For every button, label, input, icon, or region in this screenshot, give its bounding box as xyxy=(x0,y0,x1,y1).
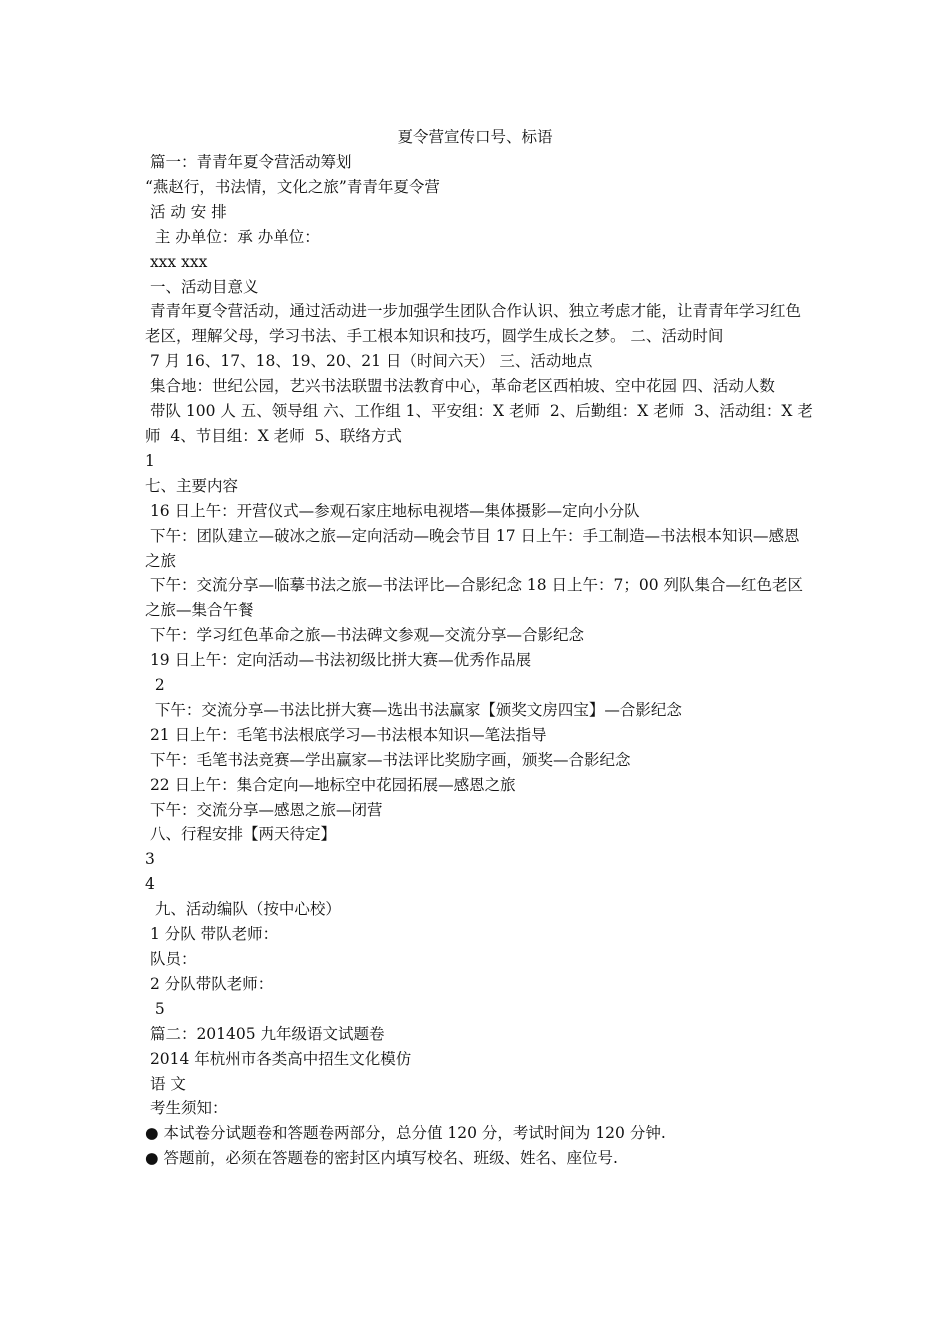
text-line: 7 月 16、17、18、19、20、21 日（时间六天） 三、活动地点 xyxy=(145,352,593,371)
text-line: 语 文 xyxy=(145,1074,186,1093)
text-line: 篇一：青青年夏令营活动筹划 xyxy=(145,153,352,171)
text-line: 2014 年杭州市各类高中招生文化模仿 xyxy=(145,1049,412,1068)
text-line: 3 xyxy=(145,850,155,869)
document-body xyxy=(145,150,813,1171)
text-line: 下午：毛笔书法竞赛—学出赢家—书法评比奖励字画，颁奖—合影纪念 xyxy=(145,750,631,769)
text-line: 5 xyxy=(145,999,165,1018)
text-line: 主 办单位：承 办单位： xyxy=(145,227,320,246)
text-line: 集合地：世纪公园，艺兴书法联盟书法教育中心，革命老区西柏坡、空中花园 四、活动人数 xyxy=(145,377,775,396)
text-line: 下午：学习红色革命之旅—书法碑文参观—交流分享—合影纪念 xyxy=(145,626,584,645)
document-title: 夏令营宣传口号、标语 xyxy=(397,128,553,146)
text-line: 21 日上午：毛笔书法根底学习—书法根本知识—笔法指导 xyxy=(145,725,547,744)
text-line: 下午：团队建立—破冰之旅—定向活动—晚会节目 17 日上午：手工制造—书法根本知识—感恩之旅 xyxy=(145,526,800,570)
text-line: 16 日上午：开营仪式—参观石家庄地标电视塔—集体摄影—定向小分队 xyxy=(145,501,640,520)
text-line: 下午：交流分享—临摹书法之旅—书法评比—合影纪念 18 日上午：7；00 列队集合—红色老区之旅—集合午餐 xyxy=(145,576,804,620)
text-line: 一、活动目意义 xyxy=(145,277,259,296)
text-line: 1 xyxy=(145,451,155,470)
text-line: 下午：交流分享—书法比拼大赛—选出书法赢家【颁奖文房四宝】—合影纪念 xyxy=(145,700,682,719)
text-line: 下午：交流分享—感恩之旅—闭营 xyxy=(145,800,383,819)
text-line: 队员： xyxy=(145,950,197,968)
text-line: 22 日上午：集合定向—地标空中花园拓展—感恩之旅 xyxy=(145,775,516,794)
text-line: 19 日上午：定向活动—书法初级比拼大赛—优秀作品展 xyxy=(145,651,532,670)
text-line: xxx xxx xyxy=(145,252,208,271)
text-line: 2 xyxy=(145,676,165,695)
text-line: 4 xyxy=(145,875,155,894)
text-line: ● 答题前，必须在答题卷的密封区内填写校名、班级、姓名、座位号. xyxy=(145,1149,618,1168)
text-line: 八、行程安排【两天待定】 xyxy=(145,825,336,844)
text-line: 九、活动编队（按中心校） xyxy=(145,900,341,919)
text-line: 2 分队带队老师： xyxy=(145,974,274,993)
text-line: 1 分队 带队老师： xyxy=(145,925,279,944)
text-line: 篇二：201405 九年级语文试题卷 xyxy=(145,1024,385,1043)
text-line: ● 本试卷分试题卷和答题卷两部分，总分值 120 分，考试时间为 120 分钟. xyxy=(145,1124,666,1143)
text-line: 活 动 安 排 xyxy=(145,202,227,221)
text-line: 考生须知： xyxy=(145,1099,228,1118)
text-line: 青青年夏令营活动，通过活动进一步加强学生团队合作认识、独立考虑才能，让青青年学习红色老区，理解父母，学习书法、手工根本知识和技巧，圆学生成长之梦。 二、活动时间 xyxy=(145,302,801,346)
text-line: 带队 100 人 五、领导组 六、工作组 1、平安组：X 老师 2、后勤组：X 老师 3、活动组：X 老师 4、节目组：X 老师 5、联络方式 xyxy=(145,402,813,445)
text-line: 七、主要内容 xyxy=(145,476,239,495)
text-line: “燕赵行，书法情，文化之旅”青青年夏令营 xyxy=(145,177,440,196)
